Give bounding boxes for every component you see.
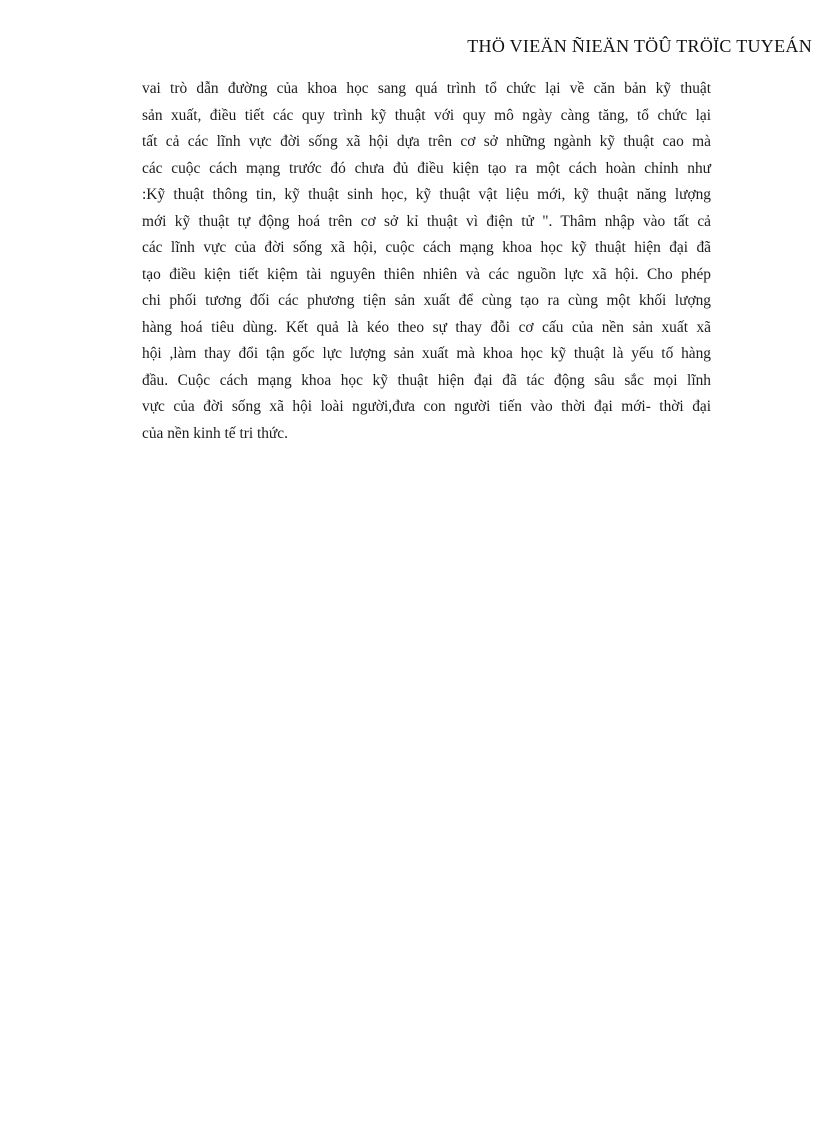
text-line: tất cả các lĩnh vực đời sống xã hội dựa trên cơ sở những ngành kỹ thuật cao mà <box>142 133 711 150</box>
text-line: chi phối tương đối các phương tiện sản xuất để cùng tạo ra cùng một khối lượng <box>142 292 711 309</box>
text-line: hội ,làm thay đổi tận gốc lực lượng sản xuất mà khoa học kỹ thuật là yếu tố hàng <box>142 345 711 362</box>
page-header: THÖ VIEÄN ÑIEÄN TÖÛ TRÖÏC TUYEÁN <box>467 36 812 56</box>
text-line: hàng hoá tiêu dùng. Kết quả là kéo theo sự thay đỗi cơ cấu của nền sản xuất xã <box>142 318 711 336</box>
text-line: các cuộc cách mạng trước đó chưa đủ điều kiện tạo ra một cách hoàn chỉnh như <box>142 159 711 177</box>
text-line: vực của đời sống xã hội loài người,đưa con người tiến vào thời đại mới- thời đại <box>142 398 711 415</box>
text-line: vai trò dẫn đường của khoa học sang quá trình tổ chức lại về căn bản kỹ thuật <box>142 80 711 97</box>
text-line: tạo điều kiện tiết kiệm tài nguyên thiên nhiên và các nguồn lực xã hội. Cho phép <box>142 265 711 283</box>
text-line: :Kỹ thuật thông tin, kỹ thuật sinh học, kỹ thuật vật liệu mới, kỹ thuật năng lượng <box>142 186 711 203</box>
text-line: mới kỹ thuật tự động hoá trên cơ sở kỉ thuật vì điện tử ". Thâm nhập vào tất cả <box>142 212 711 230</box>
text-line: đầu. Cuộc cách mạng khoa học kỹ thuật hiện đại đã tác động sâu sắc mọi lĩnh <box>142 371 711 389</box>
text-line: sản xuất, điều tiết các quy trình kỹ thuật với quy mô ngày càng tăng, tổ chức lại <box>142 106 711 124</box>
text-line: của nền kinh tế tri thức. <box>142 424 288 442</box>
text-line: các lĩnh vực của đời sống xã hội, cuộc cách mạng khoa học kỹ thuật hiện đại đã <box>142 239 711 256</box>
body-paragraph <box>142 76 711 447</box>
